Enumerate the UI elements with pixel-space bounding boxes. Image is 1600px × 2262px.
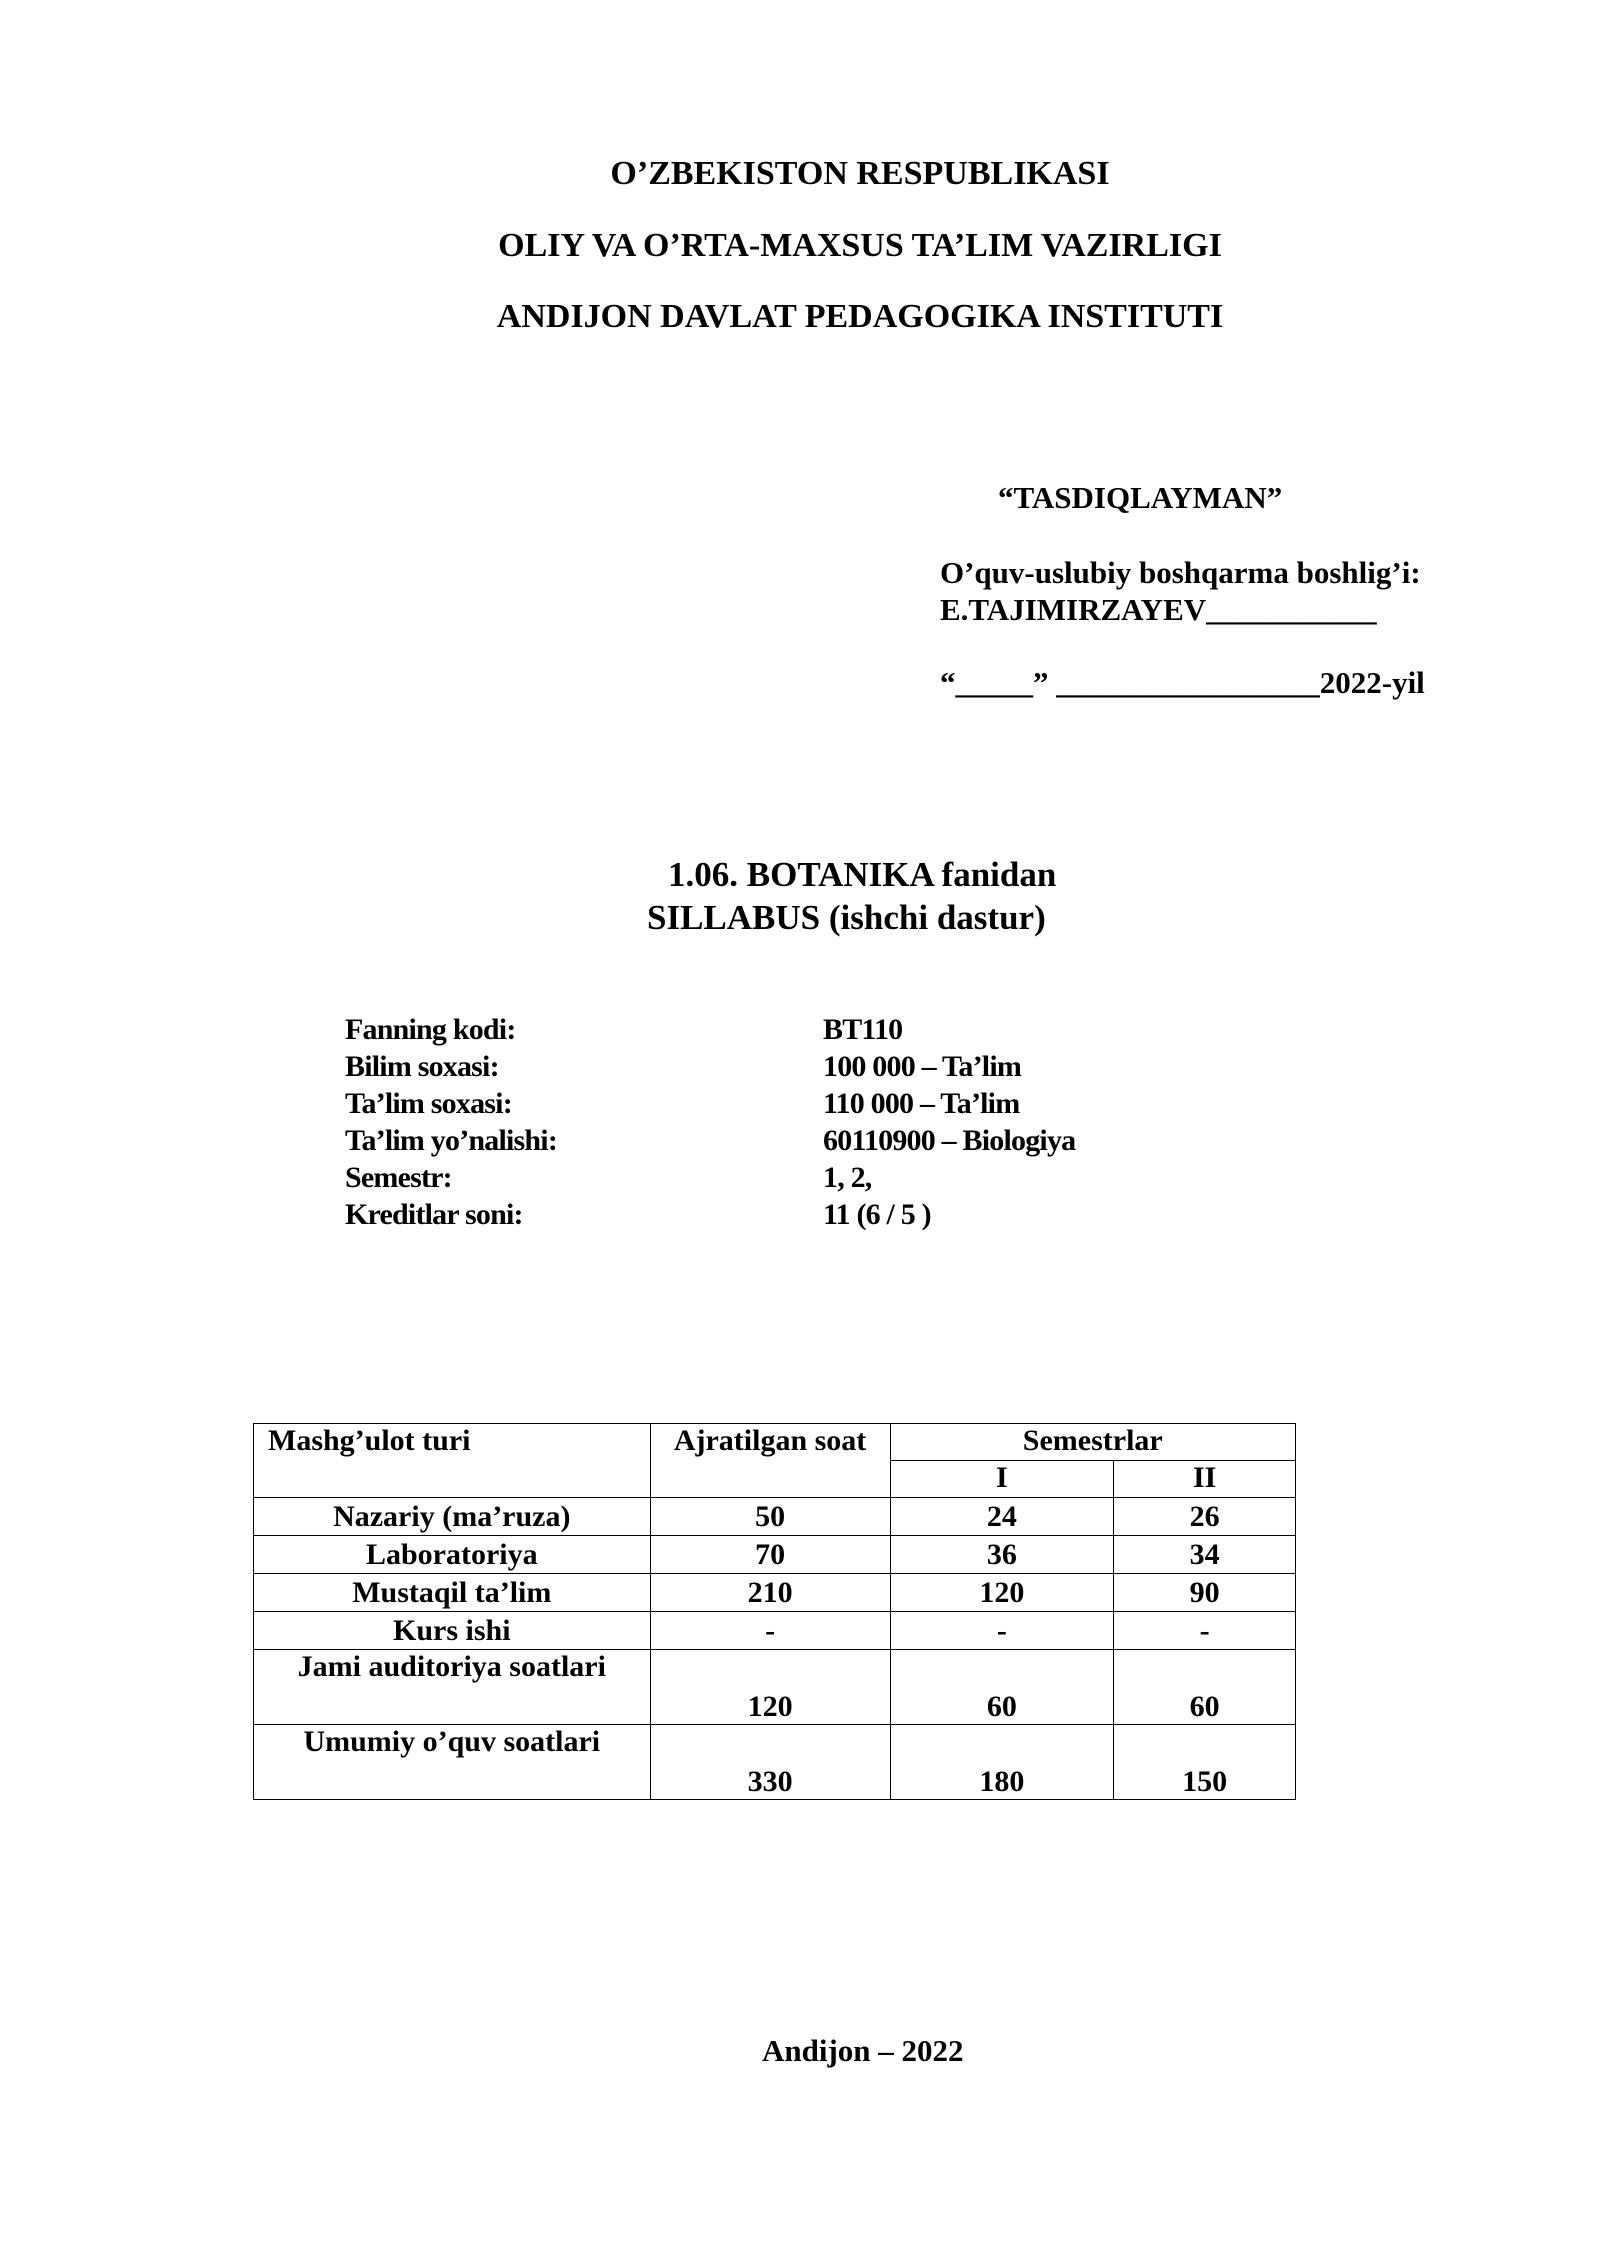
cell-sem2: - xyxy=(1114,1612,1296,1650)
table-row xyxy=(254,1725,1296,1800)
approval-date: “_____” _________________2022-yil xyxy=(940,665,1425,700)
cell-type: Kurs ishi xyxy=(254,1612,651,1650)
header-institute: ANDIJON DAVLAT PEDAGOGIKA INSTITUTI xyxy=(496,298,1224,335)
cell-type: Jami auditoriya soatlari xyxy=(254,1650,651,1725)
cell-type: Umumiy o’quv soatlari xyxy=(254,1725,651,1800)
cell-sem2: 90 xyxy=(1114,1574,1296,1612)
cell-hours: 330 xyxy=(650,1725,890,1800)
table-row xyxy=(254,1498,1296,1536)
info-label: Fanning kodi: xyxy=(345,1013,516,1046)
hours-table xyxy=(253,1423,1296,1800)
document-title: 1.06. BOTANIKA fanidan xyxy=(668,855,1057,894)
info-value: 1, 2, xyxy=(823,1161,872,1194)
approval-heading: “TASDIQLAYMAN” xyxy=(998,480,1283,515)
cell-type: Nazariy (ma’ruza) xyxy=(254,1498,651,1536)
cell-sem2: 34 xyxy=(1114,1536,1296,1574)
header-ministry: OLIY VA O’RTA-MAXSUS TA’LIM VAZIRLIGI xyxy=(498,227,1222,264)
table-header-row xyxy=(254,1424,1296,1461)
header-sem2: II xyxy=(1114,1461,1296,1498)
cell-sem1: 120 xyxy=(890,1574,1114,1612)
cell-sem1: - xyxy=(890,1612,1114,1650)
cell-sem2: 26 xyxy=(1114,1498,1296,1536)
cell-type: Mustaqil ta’lim xyxy=(254,1574,651,1612)
info-label: Semestr: xyxy=(345,1161,452,1194)
header-type: Mashg’ulot turi xyxy=(254,1424,651,1498)
table-row xyxy=(254,1574,1296,1612)
approval-role: O’quv-uslubiy boshqarma boshlig’i: xyxy=(940,555,1421,590)
info-value: 100 000 – Ta’lim xyxy=(823,1050,1022,1083)
header-country: O’ZBEKISTON RESPUBLIKASI xyxy=(610,155,1110,192)
header-hours: Ajratilgan soat xyxy=(650,1424,890,1498)
document-subtitle: SILLABUS (ishchi dastur) xyxy=(647,898,1046,937)
info-label: Kreditlar soni: xyxy=(345,1198,523,1231)
header-semesters: Semestrlar xyxy=(890,1424,1295,1461)
cell-sem1: 24 xyxy=(890,1498,1114,1536)
info-value: 60110900 – Biologiya xyxy=(823,1124,1076,1157)
cell-hours: 210 xyxy=(650,1574,890,1612)
table-row xyxy=(254,1536,1296,1574)
cell-hours: 120 xyxy=(650,1650,890,1725)
info-value: 110 000 – Ta’lim xyxy=(823,1087,1020,1120)
cell-sem1: 36 xyxy=(890,1536,1114,1574)
cell-sem2: 60 xyxy=(1114,1650,1296,1725)
info-label: Ta’lim soxasi: xyxy=(345,1087,512,1120)
cell-hours: - xyxy=(650,1612,890,1650)
cell-type: Laboratoriya xyxy=(254,1536,651,1574)
info-value: BT110 xyxy=(823,1013,903,1046)
cell-hours: 50 xyxy=(650,1498,890,1536)
table-row xyxy=(254,1612,1296,1650)
cell-hours: 70 xyxy=(650,1536,890,1574)
cell-sem1: 180 xyxy=(890,1725,1114,1800)
table-row xyxy=(254,1650,1296,1725)
info-value: 11 (6 / 5 ) xyxy=(823,1198,931,1231)
info-label: Bilim soxasi: xyxy=(345,1050,499,1083)
cell-sem2: 150 xyxy=(1114,1725,1296,1800)
header-sem1: I xyxy=(890,1461,1114,1498)
info-label: Ta’lim yo’nalishi: xyxy=(345,1124,558,1157)
approval-name: E.TAJIMIRZAYEV___________ xyxy=(940,592,1377,627)
footer-place-year: Andijon – 2022 xyxy=(762,2033,964,2068)
cell-sem1: 60 xyxy=(890,1650,1114,1725)
